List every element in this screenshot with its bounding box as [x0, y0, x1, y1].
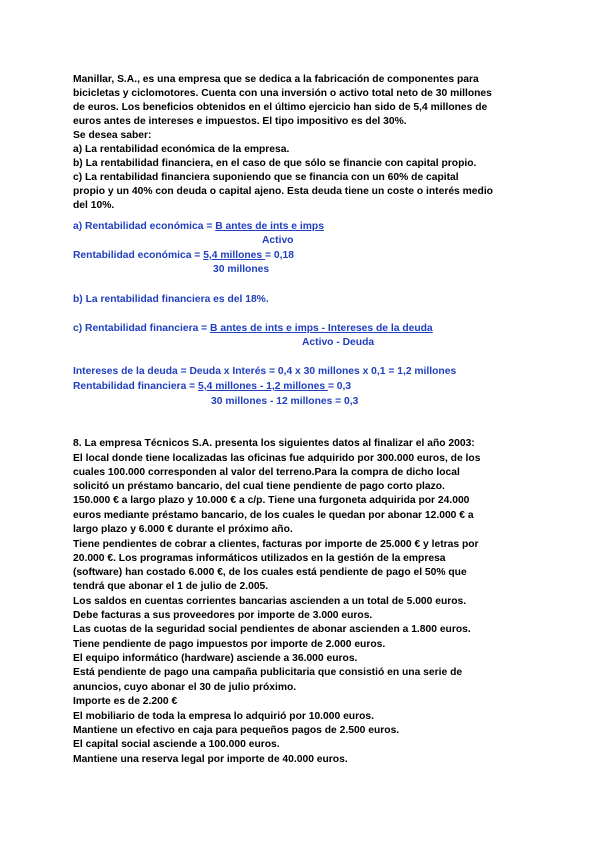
answer-c-formula-denominator: Activo - Deuda — [302, 337, 375, 348]
p8-line: solicitó un préstamo bancario, del cual tiene pendiente de pago corto plazo. — [73, 481, 445, 492]
p8-line: (software) han costado 6.000 €, de los cuales está pendiente de pago el 50% que — [73, 567, 467, 578]
p8-line: Debe facturas a sus proveedores por importe de 3.000 euros. — [73, 610, 373, 621]
p8-line: anuncios, cuyo abonar el 30 de julio próximo. — [73, 682, 297, 693]
answer-c-calc-denominator: 30 millones - 12 millones = 0,3 — [211, 396, 359, 407]
question-c-cont: del 10%. — [73, 200, 115, 211]
statement-line: de euros. Los beneficios obtenidos en el último ejercicio han sido de 5,4 millones de — [73, 102, 488, 113]
p8-line: tendrá que abonar el 1 de julio de 2.005. — [73, 581, 269, 592]
p8-line: 150.000 € a largo plazo y 10.000 € a c/p. Tiene una furgoneta adquirida por 24.000 — [73, 495, 470, 506]
answer-a-calc-denominator: 30 millones — [213, 264, 270, 275]
p8-line: Tiene pendiente de pago impuestos por importe de 2.000 euros. — [73, 639, 386, 650]
p8-line: largo plazo y 6.000 € durante el próximo año. — [73, 524, 293, 535]
question-c: c) La rentabilidad financiera suponiendo que se financia con un 60% de capital — [73, 172, 459, 183]
p8-line: 8. La empresa Técnicos S.A. presenta los siguientes datos al finalizar el año 2003: — [73, 438, 475, 449]
answer-a-calc — [73, 249, 294, 262]
p8-line: El equipo informático (hardware) asciende a 36.000 euros. — [73, 653, 358, 664]
answer-a-formula — [73, 220, 324, 233]
answer-c-interest: Intereses de la deuda = Deuda x Interés = 0,4 x 30 millones x 0,1 = 1,2 millones — [73, 366, 457, 377]
p8-line: Los saldos en cuentas corrientes bancarias ascienden a un total de 5.000 euros. — [73, 596, 467, 607]
p8-line: cuales 100.000 corresponden al valor del terreno.Para la compra de dicho local — [73, 467, 460, 478]
p8-line: El mobiliario de toda la empresa lo adquirió por 10.000 euros. — [73, 711, 374, 722]
answer-c-calc-numerator: 5,4 millones - 1,2 millones — [198, 381, 328, 392]
p8-line: El capital social asciende a 100.000 euros. — [73, 739, 280, 750]
p8-line: euros mediante préstamo bancario, de los cuales le quedan por abonar 12.000 € a — [73, 510, 474, 521]
answer-c-formula-prefix: c) Rentabilidad financiera = — [73, 323, 211, 334]
answer-a-formula-numerator: B antes de ints e imps — [215, 221, 324, 232]
p8-line: Las cuotas de la seguridad social pendientes de abonar ascienden a 1.800 euros. — [73, 624, 471, 635]
statement-line: Manillar, S.A., es una empresa que se dedica a la fabricación de componentes para — [73, 74, 479, 85]
p8-line: Mantiene una reserva legal por importe de 40.000 euros. — [73, 754, 348, 765]
question-a: a) La rentabilidad económica de la empresa. — [73, 144, 290, 155]
answer-a-calc-numerator: 5,4 millones — [203, 250, 265, 261]
p8-line: Tiene pendientes de cobrar a clientes, facturas por importe de 25.000 € y letras por — [73, 539, 479, 550]
p8-line: El local donde tiene localizadas las oficinas fue adquirido por 300.000 euros, de los — [73, 453, 481, 464]
answer-a-formula-prefix: a) Rentabilidad económica = — [73, 221, 216, 232]
answer-c-calc-prefix: Rentabilidad financiera = — [73, 381, 199, 392]
question-c-cont: propio y un 40% con deuda o capital ajeno. Esta deuda tiene un coste o interés medio — [73, 186, 493, 197]
p8-line: Mantiene un efectivo en caja para pequeños pagos de 2.500 euros. — [73, 725, 400, 736]
question-intro: Se desea saber: — [73, 130, 152, 141]
statement-line: bicicletas y ciclomotores. Cuenta con una inversión o activo total neto de 30 millones — [73, 88, 492, 99]
answer-c-formula-numerator: B antes de ints e imps - Intereses de la deuda — [210, 323, 433, 334]
answer-b: b) La rentabilidad financiera es del 18%. — [73, 294, 269, 305]
statement-line: euros antes de intereses e impuestos. El tipo impositivo es del 30%. — [73, 116, 407, 127]
answer-a-calc-result: = 0,18 — [265, 250, 294, 261]
answer-c-calc-result: = 0,3 — [327, 381, 352, 392]
question-b: b) La rentabilidad financiera, en el caso de que sólo se financie con capital propio. — [73, 158, 477, 169]
p8-line: 20.000 €. Los programas informáticos utilizados en la gestión de la empresa — [73, 553, 446, 564]
answer-c-calc — [73, 380, 351, 393]
answer-c-formula — [73, 322, 433, 335]
p8-line: Importe es de 2.200 € — [73, 696, 178, 707]
answer-a-formula-denominator: Activo — [262, 235, 294, 246]
answer-a-calc-prefix: Rentabilidad económica = — [73, 250, 204, 261]
p8-line: Está pendiente de pago una campaña publicitaria que consistió en una serie de — [73, 667, 463, 678]
